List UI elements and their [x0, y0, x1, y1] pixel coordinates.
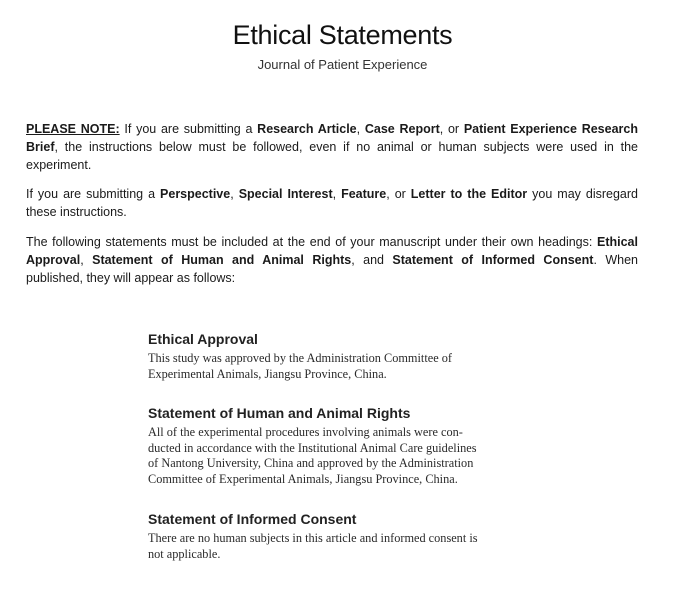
section-body [148, 351, 528, 382]
note-bold-research-article: Research Article [257, 122, 357, 136]
body-line: There are no human subjects in this article and informed consent is [148, 531, 478, 545]
body-line: All of the experimental procedures involving animals were con- [148, 425, 463, 439]
section-body [148, 425, 528, 487]
section-heading: Statement of Informed Consent [148, 511, 357, 527]
disregard-paragraph [26, 185, 638, 221]
disregard-bold-perspective: Perspective [160, 187, 231, 201]
disregard-bold-letter: Letter to the Editor [410, 187, 528, 201]
section-heading: Statement of Human and Animal Rights [148, 405, 411, 421]
note-text-1: If you are submitting a [119, 122, 258, 136]
required-text-4: . When published, they will appear as follows: [26, 253, 639, 285]
body-line: This study was approved by the Administration Committee of [148, 351, 452, 365]
note-text-2: , [356, 122, 365, 136]
disregard-text-1: If you are submitting a [26, 187, 161, 201]
section-body [148, 531, 528, 562]
body-line: Experimental Animals, Jiangsu Province, China. [148, 366, 387, 381]
body-line: Committee of Experimental Animals, Jiangsu Province, China. [148, 471, 458, 486]
body-line: ducted in accordance with the Institutional Animal Care guidelines [148, 440, 477, 455]
note-bold-case-report: Case Report [364, 122, 440, 136]
required-text-3: , and [351, 253, 393, 267]
disregard-bold-special-interest: Special Interest [238, 187, 333, 201]
please-note-paragraph [26, 120, 638, 174]
note-text-3: , or [439, 122, 464, 136]
note-text-4: , the instructions below must be followed, even if no animal or human subjects were used in the experiment. [26, 140, 638, 172]
required-text-2: , [80, 253, 93, 267]
disregard-bold-feature: Feature [341, 187, 387, 201]
example-section-informed-consent [148, 510, 528, 562]
required-bold-ethical-approval: Ethical Approval [26, 235, 638, 267]
disregard-text-3: , [332, 187, 342, 201]
disregard-text-4: , or [386, 187, 411, 201]
example-section-human-animal-rights [148, 404, 528, 487]
required-bold-human-animal-rights: Statement of Human and Animal Rights [92, 253, 352, 267]
section-heading: Ethical Approval [148, 331, 258, 347]
please-note-label: PLEASE NOTE: [26, 122, 120, 136]
required-statements-paragraph [26, 233, 638, 287]
required-text-1: The following statements must be included at the end of your manuscript under their own headings: [26, 235, 597, 249]
body-line: of Nantong University, China and approved by the Administration [148, 456, 474, 470]
disregard-text-5: you may disregard these instructions. [26, 187, 638, 219]
body-line: not applicable. [148, 546, 221, 561]
example-section-ethical-approval [148, 330, 528, 382]
document-title: Ethical Statements [232, 20, 453, 50]
journal-name: Journal of Patient Experience [257, 57, 428, 72]
required-bold-informed-consent: Statement of Informed Consent [392, 253, 594, 267]
note-bold-research-brief: Patient Experience Research Brief [26, 122, 638, 154]
disregard-text-2: , [230, 187, 239, 201]
